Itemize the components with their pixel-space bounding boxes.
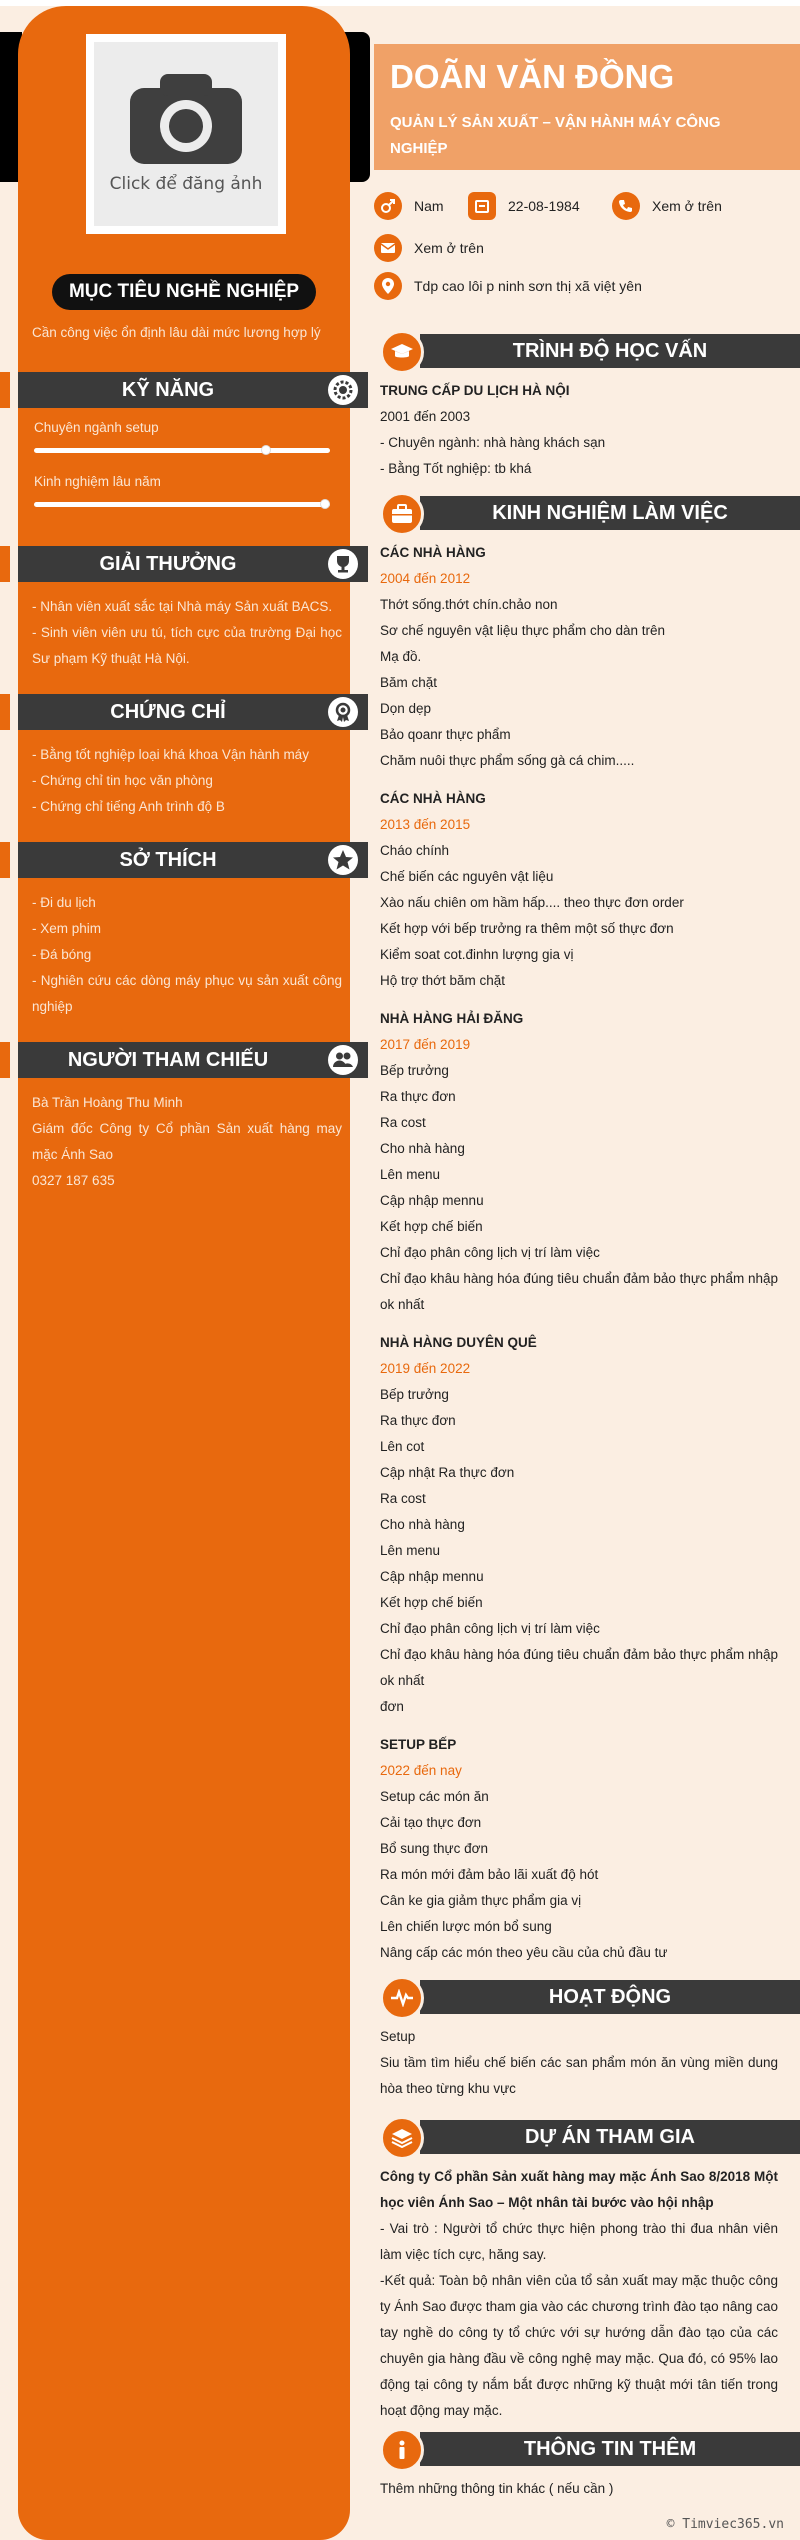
job-line: Xào nấu chiên om hầm hấp.... theo thực đơn order xyxy=(380,895,684,910)
candidate-name: DOÃN VĂN ĐỒNG xyxy=(390,58,675,95)
job-company: NHÀ HÀNG DUYÊN QUÊ xyxy=(380,1335,537,1350)
activities-body xyxy=(380,2024,778,2102)
experience-body xyxy=(380,540,778,1966)
job-line: Bảo qoanr thực phẩm xyxy=(380,727,511,742)
extra-title: THÔNG TIN THÊM xyxy=(523,2438,697,2460)
job-line: Cập nhật Ra thực đơn xyxy=(380,1465,515,1480)
job-line: Chỉ đạo phân công lịch vị trí làm việc xyxy=(380,1245,600,1260)
cert-item: - Bằng tốt nghiệp loại khá khoa Vận hành máy xyxy=(32,747,309,762)
medal-icon xyxy=(328,697,358,727)
job-line: Lên menu xyxy=(380,1543,441,1558)
job-line: Ra món mới đảm bảo lãi xuất độ hót xyxy=(380,1867,599,1882)
sidebar xyxy=(18,6,350,2540)
job-period: 2022 đến nay xyxy=(380,1763,462,1778)
job-entry xyxy=(380,540,778,774)
camera-icon xyxy=(130,74,242,164)
job-line: Ra thực đơn xyxy=(380,1413,456,1428)
project-heading: Công ty Cổ phần Sản xuất hàng may mặc Ánh Sao 8/2018 Một học viên Ánh Sao – Một nhân tài bước vào hội nhập xyxy=(380,2169,778,2210)
awards-header-tab xyxy=(0,546,10,582)
heartbeat-icon xyxy=(380,1976,424,2020)
job-period: 2017 đến 2019 xyxy=(380,1037,471,1052)
phone-value: Xem ở trên xyxy=(652,198,722,214)
project-line: - Vai trò : Người tổ chức thực hiện phong trào thi đua nhân viên làm việc tích cực, hăng say. xyxy=(380,2221,778,2262)
job-line: Chỉ đạo khâu hàng hóa đúng tiêu chuẩn đảm bảo thực phẩm nhập ok nhất xyxy=(380,1271,778,1312)
footer-brand: © Timviec365.vn xyxy=(666,2517,784,2532)
award-item: - Sinh viên viên ưu tú, tích cực của trường Đại học Sư phạm Kỹ thuật Hà Nội. xyxy=(32,625,342,666)
job-period: 2013 đến 2015 xyxy=(380,817,471,832)
extra-body xyxy=(380,2476,778,2502)
job-line: đơn xyxy=(380,1699,404,1714)
job-line: Cho nhà hàng xyxy=(380,1517,465,1532)
layers-icon xyxy=(380,2116,424,2160)
job-entry xyxy=(380,1330,778,1720)
ref-item: Bà Trần Hoàng Thu Minh xyxy=(32,1095,183,1110)
photo-upload[interactable] xyxy=(86,34,286,234)
job-line: Mạ đồ. xyxy=(380,649,422,664)
job-line: Cải tạo thực đơn xyxy=(380,1815,482,1830)
hobby-item: - Xem phim xyxy=(32,921,102,936)
contact-phone xyxy=(612,192,722,220)
photo-placeholder[interactable] xyxy=(94,42,278,226)
job-line: Lên cot xyxy=(380,1439,425,1454)
job-line: Chăm nuôi thực phẩm sống gà cá chim..... xyxy=(380,753,635,768)
education-period: 2001 đến 2003 xyxy=(380,409,471,424)
skill-label: Kinh nghiệm lâu năm xyxy=(34,474,161,489)
job-line: Chỉ đạo khâu hàng hóa đúng tiêu chuẩn đảm bảo thực phẩm nhập ok nhất xyxy=(380,1647,778,1688)
job-company: NHÀ HÀNG HẢI ĐĂNG xyxy=(380,1011,524,1026)
job-company: CÁC NHÀ HÀNG xyxy=(380,791,486,806)
dob-value: 22-08-1984 xyxy=(508,198,580,214)
trophy-icon xyxy=(328,549,358,579)
award-item: - Nhân viên xuất sắc tại Nhà máy Sản xuất BACS. xyxy=(32,599,333,614)
job-line: Sơ chế nguyên vật liệu thực phẩm cho dàn trên xyxy=(380,623,666,638)
activities-title: HOẠT ĐỘNG xyxy=(548,1986,672,2008)
graduation-cap-icon xyxy=(380,330,424,374)
job-line: Thớt sống.thớt chín.chảo non xyxy=(380,597,558,612)
star-icon xyxy=(328,845,358,875)
job-line: Cập nhập mennu xyxy=(380,1569,484,1584)
project-line: -Kết quả: Toàn bộ nhân viên của tổ sản xuất may mặc thuộc công ty Ánh Sao được tham gia vào các chương trình đào tạo nâng cao tay nghề do công ty tổ chức với sự hướng dẫn đào tạo của các chuyên gia hàng đầu về công nghệ may mặc. Qua đó, có 95% lao động tại công ty nắm bắt được những kỹ thuật mới tân tiến trong hoạt động may mặc. xyxy=(380,2273,778,2418)
job-line: Kết hợp với bếp trưởng ra thêm một số thực đơn xyxy=(380,921,674,936)
cert-item: - Chứng chỉ tin học văn phòng xyxy=(32,773,213,788)
job-company: SETUP BẾP xyxy=(380,1737,457,1752)
job-line: Ra cost xyxy=(380,1491,426,1506)
address-value: Tdp cao lôi p ninh sơn thị xã việt yên xyxy=(414,278,642,294)
awards-list xyxy=(32,594,342,672)
projects-body xyxy=(380,2164,778,2424)
hobby-item: - Đi du lịch xyxy=(32,895,96,910)
skill-bar-knob xyxy=(320,499,330,509)
job-line: Kiểm soat cot.đinhn lượng gia vị xyxy=(380,947,574,962)
job-line: Dọn dẹp xyxy=(380,701,432,716)
job-entry xyxy=(380,1006,778,1318)
skill-bar xyxy=(34,448,330,453)
job-line: Cân ke gia giảm thực phẩm gia vị xyxy=(380,1893,582,1908)
hobby-item: - Đá bóng xyxy=(32,947,92,962)
contact-dob xyxy=(468,192,580,220)
job-line: Chế biến các nguyên vật liệu xyxy=(380,869,554,884)
extra-header xyxy=(380,2428,800,2468)
education-title: TRÌNH ĐỘ HỌC VẤN xyxy=(512,340,708,362)
education-body xyxy=(380,378,778,482)
awards-header xyxy=(18,546,368,582)
education-school: TRUNG CẤP DU LỊCH HÀ NỘI xyxy=(380,383,570,398)
email-icon xyxy=(374,234,402,262)
hobbies-title: SỞ THÍCH xyxy=(119,849,217,871)
job-line: Setup các món ăn xyxy=(380,1789,489,1804)
activity-line: Siu tầm tìm hiểu chế biến các san phẩm món ăn vùng miền dung hòa theo từng khu vực xyxy=(380,2055,778,2096)
certs-list xyxy=(32,742,342,820)
contact-address xyxy=(374,272,642,300)
gear-icon xyxy=(328,375,358,405)
job-line: Ra cost xyxy=(380,1115,426,1130)
experience-header xyxy=(380,492,800,532)
contact-email xyxy=(374,234,484,262)
refs-list xyxy=(32,1090,342,1194)
job-entry xyxy=(380,1732,778,1966)
photo-upload-label[interactable]: Click để đăng ảnh xyxy=(109,174,263,194)
job-line: Ra thực đơn xyxy=(380,1089,456,1104)
certs-title: CHỨNG CHỈ xyxy=(110,701,226,723)
job-line: Bổ sung thực đơn xyxy=(380,1841,488,1856)
education-header xyxy=(380,330,800,370)
job-line: Chỉ đạo phân công lịch vị trí làm việc xyxy=(380,1621,600,1636)
job-period: 2004 đến 2012 xyxy=(380,571,471,586)
refs-header xyxy=(18,1042,368,1078)
certs-header xyxy=(18,694,368,730)
ref-item: 0327 187 635 xyxy=(32,1173,115,1188)
skills-header-tab xyxy=(0,372,10,408)
extra-text: Thêm những thông tin khác ( nếu cần ) xyxy=(380,2481,614,2496)
job-title: QUẢN LÝ SẢN XUẤT – VẬN HÀNH MÁY CÔNG NGHIỆP xyxy=(390,114,721,157)
job-line: Kết hợp chế biến xyxy=(380,1219,483,1234)
projects-title: DỰ ÁN THAM GIA xyxy=(525,2126,695,2148)
job-line: Cho nhà hàng xyxy=(380,1141,465,1156)
info-icon xyxy=(380,2428,424,2472)
hobby-item: - Nghiên cứu các dòng máy phục vụ sản xuất công nghiệp xyxy=(32,973,342,1014)
job-line: Bếp trưởng xyxy=(380,1063,449,1078)
hobbies-header-tab xyxy=(0,842,10,878)
job-entry xyxy=(380,786,778,994)
people-icon xyxy=(328,1045,358,1075)
ref-item: Giám đốc Công ty Cổ phần Sản xuất hàng may mặc Ánh Sao xyxy=(32,1121,342,1162)
briefcase-icon xyxy=(380,492,424,536)
skill-label: Chuyên ngành setup xyxy=(34,420,159,435)
job-line: Bếp trưởng xyxy=(380,1387,449,1402)
gender-value: Nam xyxy=(414,198,444,214)
education-line: - Chuyên ngành: nhà hàng khách sạn xyxy=(380,435,606,450)
refs-header-tab xyxy=(0,1042,10,1078)
job-line: Kết hợp chế biến xyxy=(380,1595,483,1610)
projects-header xyxy=(380,2116,800,2156)
phone-icon xyxy=(612,192,640,220)
job-line: Cháo chính xyxy=(380,843,450,858)
location-pin-icon xyxy=(374,272,402,300)
skills-header xyxy=(18,372,368,408)
objective-title: MỤC TIÊU NGHỀ NGHIỆP xyxy=(52,274,316,310)
skills-title: KỸ NĂNG xyxy=(121,379,215,401)
certs-header-tab xyxy=(0,694,10,730)
skill-bar xyxy=(34,502,330,507)
activities-header xyxy=(380,1976,800,2016)
job-line: Cập nhập mennu xyxy=(380,1193,484,1208)
gender-icon xyxy=(374,192,402,220)
hobbies-header xyxy=(18,842,368,878)
awards-title: GIẢI THƯỞNG xyxy=(99,553,237,575)
name-box xyxy=(374,44,800,170)
education-line: - Bằng Tốt nghiệp: tb khá xyxy=(380,461,532,476)
job-line: Lên menu xyxy=(380,1167,441,1182)
refs-title: NGƯỜI THAM CHIẾU xyxy=(67,1049,269,1071)
job-line: Nâng cấp các món theo yêu cầu của chủ đầu tư xyxy=(380,1945,668,1960)
job-line: Băm chặt xyxy=(380,675,438,690)
hobbies-list xyxy=(32,890,342,1020)
job-line: Hộ trợ thớt băm chặt xyxy=(380,973,506,988)
job-period: 2019 đến 2022 xyxy=(380,1361,471,1376)
job-line: Lên chiến lược món bổ sung xyxy=(380,1919,552,1934)
objective-text: Cần công việc ổn định lâu dài mức lương hợp lý xyxy=(32,325,321,340)
job-company: CÁC NHÀ HÀNG xyxy=(380,545,486,560)
experience-title: KINH NGHIỆM LÀM VIỆC xyxy=(492,502,728,524)
calendar-icon xyxy=(468,192,496,220)
cert-item: - Chứng chỉ tiếng Anh trình độ B xyxy=(32,799,225,814)
email-value: Xem ở trên xyxy=(414,240,484,256)
skill-bar-knob xyxy=(261,445,271,455)
contact-gender xyxy=(374,192,444,220)
activity-line: Setup xyxy=(380,2029,416,2044)
